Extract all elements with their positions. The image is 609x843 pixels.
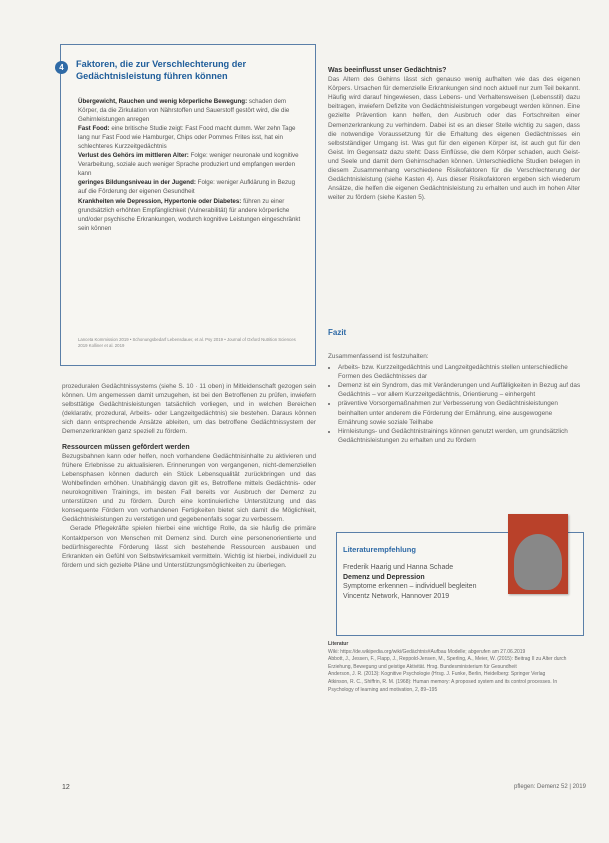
left-paragraph-3: Gerade Pflegekräfte spielen hierbei eine wichtige Rolle, da sie häufig die primäre Kontaktperson von Menschen mit Demenz sind. Durch eine personenorientierte und bedürfnisgerechte Förderung lässt sich bestehende Ressourcen ausbauen und Erkrankten ein Gefühl von Selbstwirksamkeit vermitteln. Wichtig ist hierbei, individuell zu fördern und sich gezielte Pläne und Unterstützungsmöglichkeiten zu überlegen. [62,525,316,569]
left-paragraph-1: prozeduralen Gedächtnissystems (siehe S. 10 · 11 oben) in Mitleidenschaft gezogen sein können. Um angemessen damit umzugehen, ist bei den Betroffenen zu prüfen, inwiefern selbsttätige Gedächtnisleistungen tatsächlich vorliegen, und in welchen Bereichen (deklarativ, prozedural, Arbeits- oder Langzeitgedächtnis) sie bestehen. Daraus können sich dann entsprechende Ansätze ableiten, um das betroffene Gedächtnissystem der Demenzerkrankten ganz speziell zu fördern. [62,383,316,436]
literature-entry: Anderson, J. R. (2013): Kognitive Psychologie (Hrsg. J. Funke, Berlin, Heidelberg: Springer Verlag [328,671,546,678]
box-body [78,97,304,233]
list-item: • Hirnleistungs- und Gedächtnistrainings können genutzt werden, um grundsätzlich Gedächtnisleistungen zu erhalten und zu fördern [338,427,582,445]
box-title: Faktoren, die zur Verschlechterung der Gedächtnisleistung führen können [76,59,247,81]
right-paragraph-1: Das Altern des Gehirns lässt sich genauso wenig aufhalten wie das des eigenen Körpers. Ursachen für demenzielle Erkrankungen sind noch aktuell nur zum Teil bekannt. Häufig wird darauf hingewiesen, dass Lebens- und Verhaltensweisen (Lebensstil) dazu beitragen, inwiefern Defizite von Gedächtnisleistungen vorgebeugt werden können. Eine gezielte Prävention kann helfen, den Ausbruch oder das Fortschreiten einer Demenzerkrankung zu verhindern. Dabei ist es an dieser Stelle wichtig zu sagen, dass die notwendige Voraussetzung für die Erhaltung des eigenen Gedächtnisses ein selbstständiger Umgang ist. Was gut für den eigenen Körper ist, ist auch gut für den Geist. Im Gegensatz dazu steht: Dass Einflüsse, die dem Körper schaden, auch Geist- und Seele und damit dem Gehirnschaden können. Unterschiedliche Studien belegen in diesem Zusammenhang verschiedene Risikofaktoren für die Verschlechterung der Gedächtnisleistung (siehe Kasten 4). Aus dieser Risikofaktoren ergeben sich wiederum Ansätze, die helfen die eigenen Gedächtnisleistung zu erhalten und auch im hohen Alter weiter zu fördern (siehe Kasten 5). [328,76,580,202]
list-item: • präventive Vorsorgemaßnahmen zur Verbesserung von Gedächtnisleistungen beinhalten unter anderem die Förderung der Ernährung, eine ausgewogene Ernährung sowie soziale Teilhabe [338,399,582,426]
fazit-heading: Fazit [328,328,347,337]
section-heading-resources: Ressourcen müssen gefördert werden [62,443,190,451]
fazit-summary [328,352,582,445]
box-item: Übergewicht, Rauchen und wenig körperliche Bewegung: schaden dem Körper, da die Zirkulation von Nährstoffen und Sauerstoff gestört wird, die die Gehirnleistungen anregen [78,98,290,124]
left-column [62,382,316,570]
literature-entry: Atkinson, R. C., Shiffrin, R. M. (1968): Human memory: A proposed system and its control processes. In Psychology of learning and motivation, 2, 89–195 [328,678,558,693]
lit-rec-title: Demenz und Depression [343,573,425,581]
box-item: Krankheiten wie Depression, Hypertonie oder Diabetes: führen zu einer grundsätzlich erhöhten Empfänglichkeit (Vulnerabilität) für andere körperliche und/oder psychische Erkrankungen, wodurch kognitive Leistungen eingeschränkt sein können [78,197,301,232]
fazit-bullet-list [328,363,582,445]
lit-rec-publisher: Vincentz Network, Hannover 2019 [343,592,450,600]
list-item: • Demenz ist ein Syndrom, das mit Veränderungen und Auffälligkeiten in Bezug auf das Gedächtnis – vor allem Kurzzeitgedächtnis, Orientierung – einhergeht [338,381,582,399]
journal-footer: pflegen: Demenz 52 | 2019 [514,784,586,790]
lit-rec-subtitle: Symptome erkennen – individuell begleiten [343,583,477,590]
fazit-intro: Zusammenfassend ist festzuhalten: [328,353,429,360]
box-item: geringes Bildungsniveau in der Jugend: Folge: weniger Aufklärung in Bezug auf die Förderung der eigenen Gesundheit [78,179,296,196]
box-footnote: Lanceta Kommission 2019 • Schonungsbedarf Lebensdauer, et al. Psy 2019 • Journal of Oxford Nutrition Sciences 2019 Kolliner et al. 2019 [78,337,296,348]
factors-box [60,44,316,366]
lit-rec-label: Literaturempfehlung [343,545,416,554]
lit-rec-body [343,563,523,601]
cover-portrait [514,534,562,590]
literature-entry: Wiki: https://de.wikipedia.org/wiki/Gedächtnis#Aufbau Modelle; abgerufen am 27.06.2019 [328,648,526,655]
right-column [328,66,580,202]
page-number: 12 [62,784,70,791]
section-heading-influence: Was beeinflusst unser Gedächtnis? [328,67,447,74]
box-item: Fast Food: eine britische Studie zeigt: Fast Food macht dumm. Wer zehn Tage lang nur Fast Food wie Hamburger, Chips oder Pommes Frites isst, hat ein schlechteres Kurzzeitgedächtnis [78,125,296,151]
list-item: • Arbeits- bzw. Kurzzeitgedächtnis und Langzeitgedächtnis stellen unterschiedliche Formen des Gedächtnisses dar [338,363,582,381]
book-cover-image [508,514,568,594]
left-paragraph-2: Bezugsbahnen kann oder helfen, noch vorhandene Gedächtnisinhalte zu aktivieren und frühere Erlebnisse zu aktualisieren. Erinnerungen von vergangenen, nicht-demenziellen Lebensphasen können dadurch ein Stück Lebensqualität zurückbringen und das Wohlbefinden erhöhen. Unabhängig davon gilt es, Betroffene mittels Gedächtnis- oder neurokognitiven Trainings, im besten Fall bereits vor Ausbruch der Demenz zu unterstützen und zu fördern. Durch eine kontinuierliche Unterstützung und das konsequente Fördern von vorhandenen Fertigkeiten bietet sich damit die Möglichkeit, Gedächtnisleistungen zu verstetigen und gegebenenfalls sogar zu verbessern. [62,452,316,524]
literature-heading: Literatur [328,641,349,647]
literature-entry: Abbott, J., Jessen, F., Flapp, J., Reppold-Jensen, M., Sperling, A., Meier, W. (2015): Beitrag II zu Alter durch Erziehung, Bewegung und geistige Aktivität. Hrsg. Bundesministerium für Gesundheit [328,656,567,670]
box-number-badge: 4 [55,61,68,74]
literature-list [328,641,584,694]
lit-rec-authors: Frederik Haarig und Hanna Schade [343,564,454,571]
box-item: Verlust des Gehörs im mittleren Alter: Folge: weniger neuronale und kognitive Verarbeitung, soziale auch weniger Sprache produziert und empfangen werden kann [78,152,299,178]
